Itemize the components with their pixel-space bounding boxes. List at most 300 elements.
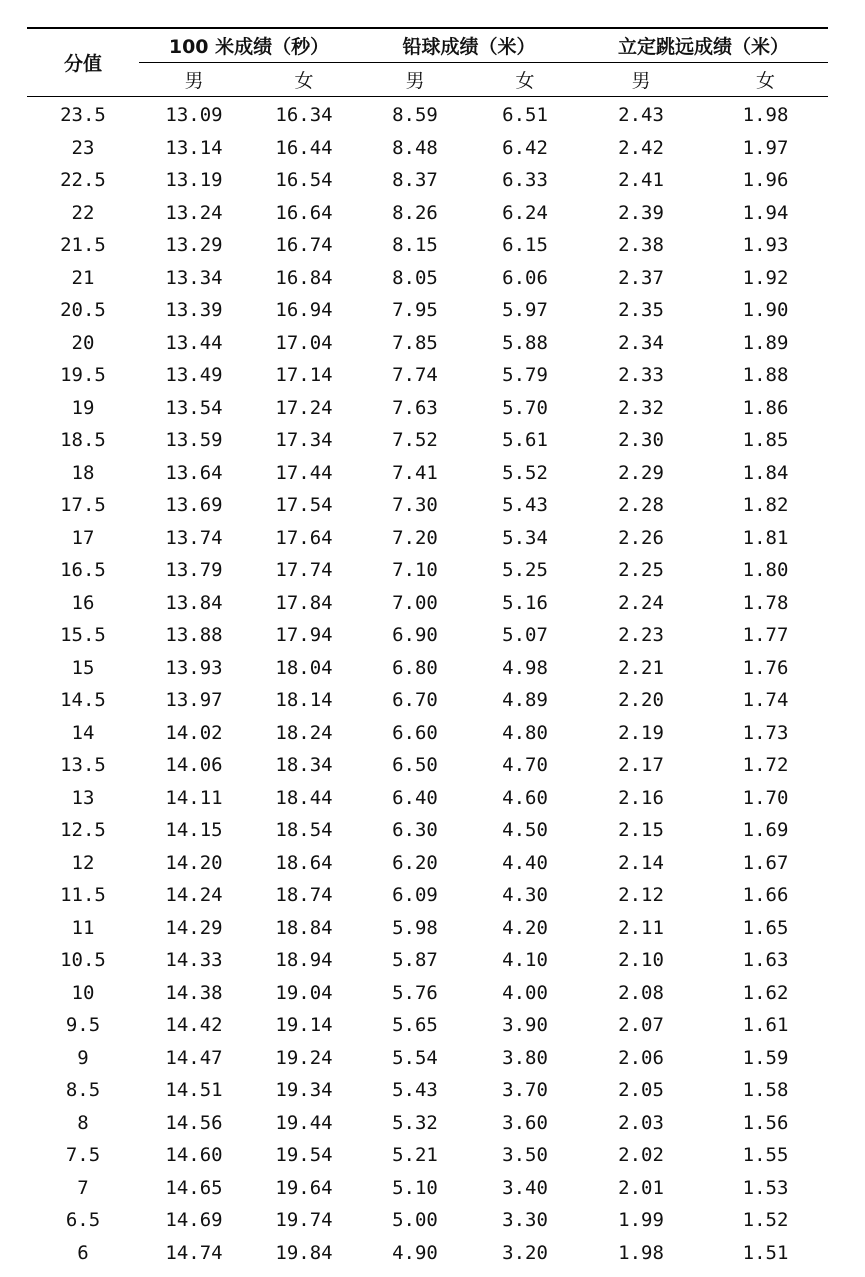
sprint-female-cell: 19.04 (275, 981, 333, 1004)
shot-put-female-cell: 4.89 (502, 689, 548, 712)
sprint-male-cell: 13.44 (165, 331, 223, 354)
score-cell: 8 (77, 1111, 89, 1134)
shot-put-male-cell: 7.20 (392, 526, 438, 549)
sprint-male-cell: 14.42 (165, 1014, 223, 1037)
jump-female-cell: 1.77 (742, 624, 789, 647)
jump-female-cell: 1.81 (742, 526, 789, 549)
shot-put-female-cell: 6.51 (502, 104, 548, 127)
shot-put-male-cell: 6.50 (392, 754, 438, 777)
table-row (27, 522, 828, 555)
sprint-female-cell: 18.64 (275, 851, 333, 874)
shot-put-male-cell: 8.48 (392, 136, 438, 159)
sprint-female-cell: 18.24 (275, 721, 333, 744)
score-column-header: 分值 (27, 28, 139, 97)
jump-male-cell: 2.16 (618, 786, 664, 809)
jump-male-cell: 2.19 (618, 721, 664, 744)
shot-put-female-cell: 6.42 (502, 136, 548, 159)
sprint-male-cell: 13.29 (165, 234, 223, 257)
shot-put-female-cell: 4.50 (502, 819, 548, 842)
sprint-male-cell: 14.69 (165, 1209, 223, 1232)
shot-put-male-cell: 8.26 (392, 201, 438, 224)
jump-female-cell: 1.74 (742, 689, 789, 712)
sprint-female-cell: 19.64 (275, 1176, 333, 1199)
jump-female-cell: 1.86 (742, 396, 789, 419)
score-cell: 21.5 (60, 234, 106, 257)
sprint-male-cell: 13.74 (165, 526, 223, 549)
jump-female-cell: 1.53 (742, 1176, 789, 1199)
shot-put-male-cell: 8.37 (392, 169, 438, 192)
jump-male-cell: 2.24 (618, 591, 664, 614)
shot-put-female-cell: 4.98 (502, 656, 548, 679)
sprint-male-cell: 14.29 (165, 916, 223, 939)
shot-put-female-cell: 6.33 (502, 169, 548, 192)
jump-female-cell: 1.76 (742, 656, 789, 679)
table-row (27, 424, 828, 457)
table-row (27, 392, 828, 425)
shot-put-female-cell: 4.40 (502, 851, 548, 874)
sprint-male-cell: 13.64 (165, 461, 223, 484)
sprint-male-cell: 13.97 (165, 689, 223, 712)
shot-put-male-cell: 6.20 (392, 851, 438, 874)
sprint-male-cell: 13.88 (165, 624, 223, 647)
sprint-male-cell: 14.11 (165, 786, 223, 809)
sprint-female-cell: 16.34 (275, 104, 333, 127)
table-row (27, 977, 828, 1010)
score-cell: 16 (71, 591, 95, 614)
score-cell: 10.5 (60, 949, 106, 972)
shot-put-male-cell: 7.41 (392, 461, 438, 484)
jump-female-cell: 1.97 (742, 136, 789, 159)
header-row-gender (27, 63, 828, 97)
table-row (27, 97, 828, 132)
shot-put-female-cell: 5.70 (502, 396, 548, 419)
sprint-female-cell: 16.94 (275, 299, 333, 322)
shot-put-female-cell: 3.80 (502, 1046, 548, 1069)
shot-put-male-cell: 7.52 (392, 429, 438, 452)
shot-put-female-cell: 5.97 (502, 299, 548, 322)
jump-female-cell: 1.52 (742, 1209, 789, 1232)
table-row (27, 912, 828, 945)
sprint-female-cell: 19.34 (275, 1079, 333, 1102)
score-cell: 12.5 (60, 819, 106, 842)
sprint-female-cell: 17.34 (275, 429, 333, 452)
jump-female-cell: 1.73 (742, 721, 789, 744)
sprint-female-cell: 18.54 (275, 819, 333, 842)
jump-male-cell: 2.06 (618, 1046, 664, 1069)
score-cell: 17.5 (60, 494, 106, 517)
score-cell: 13.5 (60, 754, 106, 777)
jump-male-cell: 1.98 (618, 1241, 664, 1264)
sprint-male-cell: 14.47 (165, 1046, 223, 1069)
sprint-male-cell: 13.14 (165, 136, 223, 159)
jump-female-cell: 1.78 (742, 591, 789, 614)
table-row (27, 782, 828, 815)
jump-female-cell: 1.55 (742, 1144, 789, 1167)
score-cell: 18 (71, 461, 95, 484)
sprint-male-cell: 13.39 (165, 299, 223, 322)
jump-male-cell: 2.15 (618, 819, 664, 842)
shot-put-male-cell: 5.98 (392, 916, 438, 939)
shot-put-female-cell: 5.34 (502, 526, 548, 549)
score-cell: 6 (77, 1241, 89, 1264)
table-row (27, 1009, 828, 1042)
shot-put-male-cell: 5.76 (392, 981, 438, 1004)
jump-female-cell: 1.69 (742, 819, 789, 842)
sprint-male-cell: 14.74 (165, 1241, 223, 1264)
shot-put-male-cell: 8.05 (392, 266, 438, 289)
score-cell: 8.5 (65, 1079, 101, 1102)
sprint-male-cell: 14.51 (165, 1079, 223, 1102)
sprint-female-cell: 17.64 (275, 526, 333, 549)
sprint-male-cell: 14.65 (165, 1176, 223, 1199)
jump-female-cell: 1.92 (742, 266, 789, 289)
jump-male-cell: 2.30 (618, 429, 664, 452)
shot-put-male-cell: 7.10 (392, 559, 438, 582)
shot-put-male-cell: 7.30 (392, 494, 438, 517)
jump-female-cell: 1.70 (742, 786, 789, 809)
score-cell: 9.5 (65, 1014, 101, 1037)
table-row (27, 554, 828, 587)
shot-put-female-cell: 3.70 (502, 1079, 548, 1102)
jump-male-cell: 2.33 (618, 364, 664, 387)
score-cell: 18.5 (60, 429, 106, 452)
jump-male-cell: 2.25 (618, 559, 664, 582)
sprint-male-cell: 14.60 (165, 1144, 223, 1167)
score-cell: 13 (71, 786, 95, 809)
score-cell: 15.5 (60, 624, 106, 647)
jump-female-cell: 1.94 (742, 201, 789, 224)
sprint-female-cell: 17.54 (275, 494, 333, 517)
sprint-female-cell: 19.54 (275, 1144, 333, 1167)
shot-put-male-cell: 6.60 (392, 721, 438, 744)
sprint-female-cell: 17.04 (275, 331, 333, 354)
jump-male-cell: 2.08 (618, 981, 664, 1004)
table-row (27, 814, 828, 847)
sprint-female-cell: 18.34 (275, 754, 333, 777)
jump-male-cell: 2.28 (618, 494, 664, 517)
shot-put-female-cell: 5.61 (502, 429, 548, 452)
standing-long-jump-header: 立定跳远成绩（米） (579, 28, 828, 63)
shot-put-male-cell: 5.43 (392, 1079, 438, 1102)
shot-put-female-cell: 4.60 (502, 786, 548, 809)
table-row (27, 294, 828, 327)
shot-put-male-cell: 7.00 (392, 591, 438, 614)
jump-female-cell: 1.80 (742, 559, 789, 582)
shot-put-female-cell: 6.06 (502, 266, 548, 289)
jump-female-cell: 1.72 (742, 754, 789, 777)
sprint-male-cell: 14.02 (165, 721, 223, 744)
table-row (27, 749, 828, 782)
sprint-female-cell: 18.04 (275, 656, 333, 679)
shot-put-male-cell: 5.65 (392, 1014, 438, 1037)
table-row (27, 587, 828, 620)
shot-put-male-cell: 4.90 (392, 1241, 438, 1264)
sprint-male-cell: 13.34 (165, 266, 223, 289)
sprint-male-cell: 14.24 (165, 884, 223, 907)
table-row (27, 1107, 828, 1140)
jump-male-cell: 2.20 (618, 689, 664, 712)
sprint-female-cell: 19.74 (275, 1209, 333, 1232)
score-cell: 22 (71, 201, 95, 224)
shot-put-female-cell: 5.43 (502, 494, 548, 517)
sprint-male-cell: 13.93 (165, 656, 223, 679)
score-cell: 7.5 (65, 1144, 101, 1167)
jump-male-cell: 2.32 (618, 396, 664, 419)
jump-male-cell: 2.34 (618, 331, 664, 354)
score-cell: 19.5 (60, 364, 106, 387)
shot-put-male-cell: 6.80 (392, 656, 438, 679)
score-cell: 19 (71, 396, 95, 419)
shot-put-female-cell: 4.00 (502, 981, 548, 1004)
sprint-male-cell: 13.49 (165, 364, 223, 387)
table-row (27, 457, 828, 490)
sprint-male-cell: 13.59 (165, 429, 223, 452)
score-cell: 9 (77, 1046, 89, 1069)
sprint-female-cell: 16.54 (275, 169, 333, 192)
jump-male-cell: 2.07 (618, 1014, 664, 1037)
shot-put-male-cell: 5.10 (392, 1176, 438, 1199)
jump-male-cell: 2.05 (618, 1079, 664, 1102)
jump-male-cell: 2.38 (618, 234, 664, 257)
jump-female-cell: 1.90 (742, 299, 789, 322)
table-row (27, 327, 828, 360)
shot-put-female-cell: 3.20 (502, 1241, 548, 1264)
shot-put-male-cell: 5.87 (392, 949, 438, 972)
score-cell: 11.5 (60, 884, 106, 907)
shot-put-male-header: 男 (359, 63, 471, 97)
score-cell: 14.5 (60, 689, 106, 712)
table-row (27, 684, 828, 717)
shot-put-female-cell: 4.80 (502, 721, 548, 744)
score-cell: 23 (71, 136, 95, 159)
jump-female-cell: 1.63 (742, 949, 789, 972)
jump-female-header: 女 (703, 63, 828, 97)
sprint-male-cell: 14.15 (165, 819, 223, 842)
shot-put-female-cell: 5.79 (502, 364, 548, 387)
jump-male-cell: 2.39 (618, 201, 664, 224)
shot-put-female-cell: 6.24 (502, 201, 548, 224)
sprint-male-header: 男 (139, 63, 249, 97)
shot-put-female-cell: 3.40 (502, 1176, 548, 1199)
jump-female-cell: 1.67 (742, 851, 789, 874)
jump-female-cell: 1.56 (742, 1111, 789, 1134)
sprint-male-cell: 14.38 (165, 981, 223, 1004)
table-row (27, 1204, 828, 1237)
jump-male-cell: 2.12 (618, 884, 664, 907)
shot-put-female-cell: 5.25 (502, 559, 548, 582)
sprint-male-cell: 13.24 (165, 201, 223, 224)
shot-put-male-cell: 6.70 (392, 689, 438, 712)
jump-male-cell: 2.21 (618, 656, 664, 679)
score-cell: 10 (71, 981, 95, 1004)
jump-male-cell: 2.14 (618, 851, 664, 874)
jump-male-cell: 2.02 (618, 1144, 664, 1167)
sprint-male-cell: 14.33 (165, 949, 223, 972)
table-row (27, 717, 828, 750)
shot-put-male-cell: 5.54 (392, 1046, 438, 1069)
sprint-male-cell: 14.20 (165, 851, 223, 874)
sprint-female-cell: 19.24 (275, 1046, 333, 1069)
table-row (27, 944, 828, 977)
shot-put-female-cell: 3.90 (502, 1014, 548, 1037)
shot-put-female-cell: 3.60 (502, 1111, 548, 1134)
sprint-female-cell: 16.44 (275, 136, 333, 159)
jump-female-cell: 1.59 (742, 1046, 789, 1069)
table-row (27, 132, 828, 165)
table-row (27, 1139, 828, 1172)
score-cell: 6.5 (65, 1209, 101, 1232)
sprint-male-cell: 13.79 (165, 559, 223, 582)
jump-male-cell: 1.99 (618, 1209, 664, 1232)
table-row (27, 489, 828, 522)
jump-male-cell: 2.37 (618, 266, 664, 289)
table-row (27, 1237, 828, 1270)
shot-put-female-cell: 4.70 (502, 754, 548, 777)
sprint-female-cell: 18.84 (275, 916, 333, 939)
jump-male-cell: 2.11 (618, 916, 664, 939)
jump-female-cell: 1.89 (742, 331, 789, 354)
jump-female-cell: 1.98 (742, 104, 789, 127)
table-row (27, 1042, 828, 1075)
sprint-male-cell: 13.69 (165, 494, 223, 517)
shot-put-header: 铅球成绩（米） (359, 28, 579, 63)
score-cell: 7 (77, 1176, 89, 1199)
sprint-male-cell: 13.19 (165, 169, 223, 192)
score-cell: 23.5 (60, 104, 106, 127)
score-cell: 20.5 (60, 299, 106, 322)
sprint-female-header: 女 (249, 63, 359, 97)
sprint-female-cell: 19.44 (275, 1111, 333, 1134)
score-cell: 12 (71, 851, 95, 874)
score-cell: 11 (71, 916, 95, 939)
shot-put-female-cell: 5.16 (502, 591, 548, 614)
sprint-female-cell: 17.94 (275, 624, 333, 647)
jump-female-cell: 1.85 (742, 429, 789, 452)
jump-female-cell: 1.58 (742, 1079, 789, 1102)
jump-female-cell: 1.84 (742, 461, 789, 484)
jump-male-cell: 2.10 (618, 949, 664, 972)
shot-put-male-cell: 8.59 (392, 104, 438, 127)
table-row (27, 229, 828, 262)
sprint-female-cell: 18.94 (275, 949, 333, 972)
jump-male-cell: 2.29 (618, 461, 664, 484)
shot-put-male-cell: 5.00 (392, 1209, 438, 1232)
jump-male-cell: 2.01 (618, 1176, 664, 1199)
score-cell: 20 (71, 331, 95, 354)
jump-female-cell: 1.65 (742, 916, 789, 939)
shot-put-female-cell: 4.30 (502, 884, 548, 907)
score-table (27, 27, 828, 1269)
shot-put-female-cell: 5.07 (502, 624, 548, 647)
jump-male-cell: 2.42 (618, 136, 664, 159)
shot-put-female-cell: 4.20 (502, 916, 548, 939)
score-cell: 21 (71, 266, 95, 289)
jump-female-cell: 1.96 (742, 169, 789, 192)
jump-female-cell: 1.82 (742, 494, 789, 517)
sprint-female-cell: 17.74 (275, 559, 333, 582)
shot-put-male-cell: 5.21 (392, 1144, 438, 1167)
sprint-female-cell: 16.74 (275, 234, 333, 257)
sprint-female-cell: 16.64 (275, 201, 333, 224)
jump-male-header: 男 (579, 63, 703, 97)
sprint-female-cell: 17.14 (275, 364, 333, 387)
table-row (27, 619, 828, 652)
score-cell: 22.5 (60, 169, 106, 192)
sprint-female-cell: 17.44 (275, 461, 333, 484)
jump-female-cell: 1.51 (742, 1241, 789, 1264)
shot-put-female-cell: 3.50 (502, 1144, 548, 1167)
shot-put-male-cell: 7.95 (392, 299, 438, 322)
table-row (27, 847, 828, 880)
table-body (27, 97, 828, 1270)
shot-put-female-cell: 5.52 (502, 461, 548, 484)
shot-put-female-cell: 3.30 (502, 1209, 548, 1232)
jump-male-cell: 2.41 (618, 169, 664, 192)
jump-male-cell: 2.03 (618, 1111, 664, 1134)
shot-put-female-cell: 5.88 (502, 331, 548, 354)
shot-put-male-cell: 5.32 (392, 1111, 438, 1134)
shot-put-male-cell: 7.63 (392, 396, 438, 419)
score-cell: 15 (71, 656, 95, 679)
jump-female-cell: 1.61 (742, 1014, 789, 1037)
shot-put-female-header: 女 (471, 63, 579, 97)
table-row (27, 197, 828, 230)
table-row (27, 359, 828, 392)
shot-put-male-cell: 6.40 (392, 786, 438, 809)
sprint-male-cell: 14.56 (165, 1111, 223, 1134)
score-cell: 16.5 (60, 559, 106, 582)
sprint-female-cell: 19.14 (275, 1014, 333, 1037)
sprint-female-cell: 16.84 (275, 266, 333, 289)
shot-put-male-cell: 8.15 (392, 234, 438, 257)
jump-female-cell: 1.93 (742, 234, 789, 257)
sprint-100m-header: 100 米成绩（秒） (139, 28, 359, 63)
header-row-groups (27, 28, 828, 63)
jump-female-cell: 1.88 (742, 364, 789, 387)
jump-male-cell: 2.35 (618, 299, 664, 322)
sprint-male-cell: 13.54 (165, 396, 223, 419)
sprint-female-cell: 17.24 (275, 396, 333, 419)
sprint-female-cell: 18.44 (275, 786, 333, 809)
shot-put-male-cell: 6.90 (392, 624, 438, 647)
table-row (27, 164, 828, 197)
sprint-female-cell: 18.74 (275, 884, 333, 907)
sprint-male-cell: 13.09 (165, 104, 223, 127)
table-row (27, 1172, 828, 1205)
shot-put-female-cell: 4.10 (502, 949, 548, 972)
table-row (27, 1074, 828, 1107)
shot-put-female-cell: 6.15 (502, 234, 548, 257)
shot-put-male-cell: 6.30 (392, 819, 438, 842)
jump-male-cell: 2.17 (618, 754, 664, 777)
table-row (27, 879, 828, 912)
sprint-female-cell: 17.84 (275, 591, 333, 614)
sprint-male-cell: 13.84 (165, 591, 223, 614)
table-row (27, 652, 828, 685)
sprint-female-cell: 19.84 (275, 1241, 333, 1264)
score-cell: 17 (71, 526, 95, 549)
jump-male-cell: 2.23 (618, 624, 664, 647)
sprint-female-cell: 18.14 (275, 689, 333, 712)
score-cell: 14 (71, 721, 95, 744)
sprint-male-cell: 14.06 (165, 754, 223, 777)
shot-put-male-cell: 6.09 (392, 884, 438, 907)
table-header (27, 28, 828, 97)
shot-put-male-cell: 7.85 (392, 331, 438, 354)
table-row (27, 262, 828, 295)
jump-male-cell: 2.43 (618, 104, 664, 127)
jump-male-cell: 2.26 (618, 526, 664, 549)
